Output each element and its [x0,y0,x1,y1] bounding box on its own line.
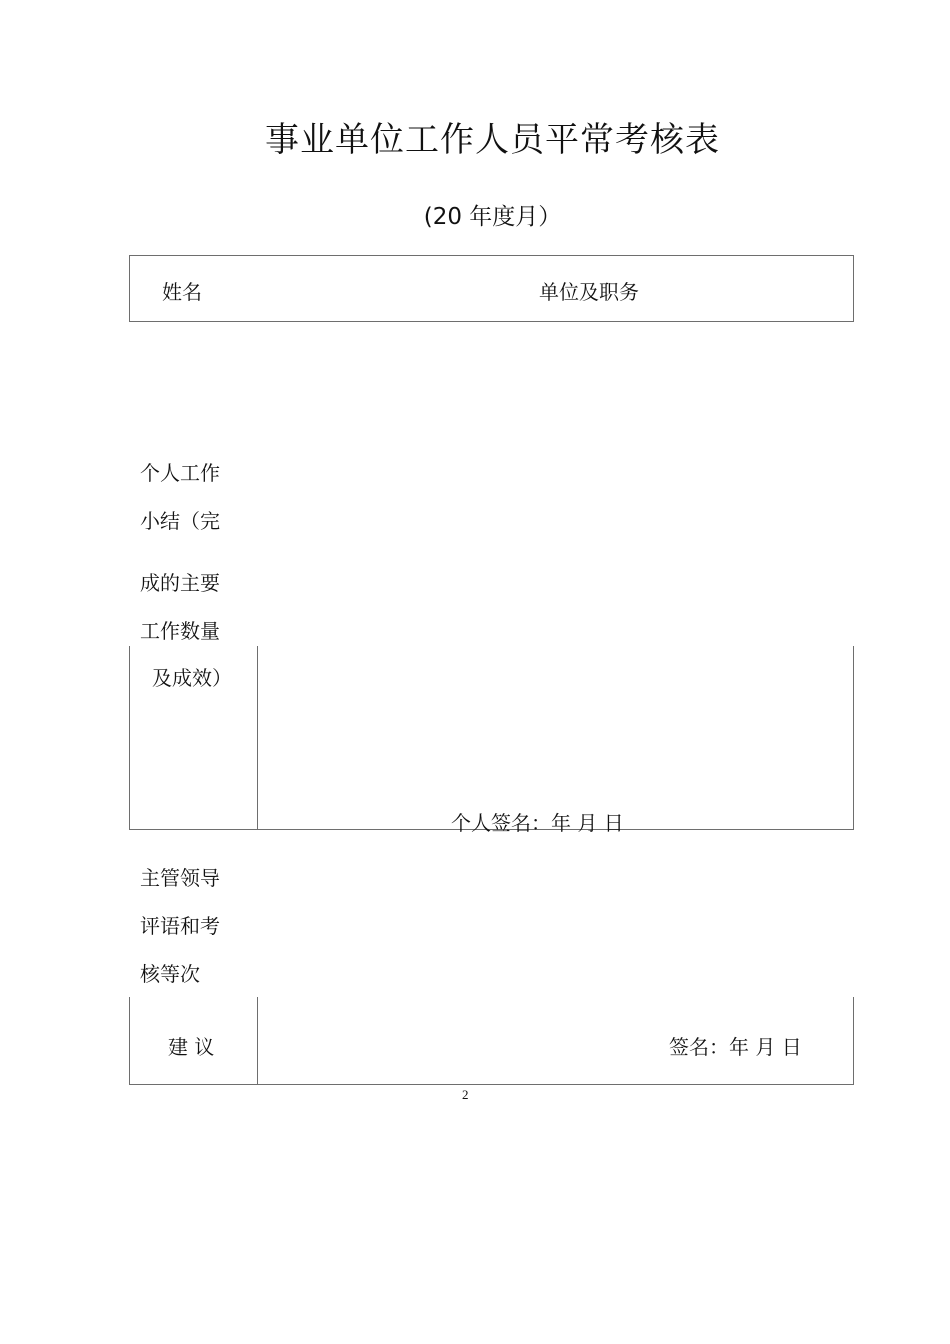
leader-label-line-2: 评语和考 [140,914,220,938]
personal-signature-line: 个人签名：年 月 日 [451,811,624,835]
summary-label-line-4: 工作数量 [140,619,220,643]
work-summary-box [129,646,854,830]
leader-signature-line: 签名：年 月 日 [669,1035,802,1059]
name-row [129,255,854,322]
suggestion-label: 建 议 [168,1035,215,1059]
leader-column-divider [257,997,258,1085]
name-label: 姓名 [162,280,202,304]
summary-column-divider [257,646,258,830]
leader-label-line-3: 核等次 [140,962,200,986]
summary-label-line-5: 及成效） [152,666,232,690]
unit-position-label: 单位及职务 [539,280,639,304]
summary-label-line-2: 小结（完 [140,509,220,533]
document-title: 事业单位工作人员平常考核表 [265,120,720,160]
document-subtitle: (20 年度月） [423,204,562,230]
summary-label-line-1: 个人工作 [140,461,220,485]
leader-label-line-1: 主管领导 [140,866,220,890]
summary-label-line-3: 成的主要 [140,571,220,595]
page-number: 2 [462,1087,469,1102]
